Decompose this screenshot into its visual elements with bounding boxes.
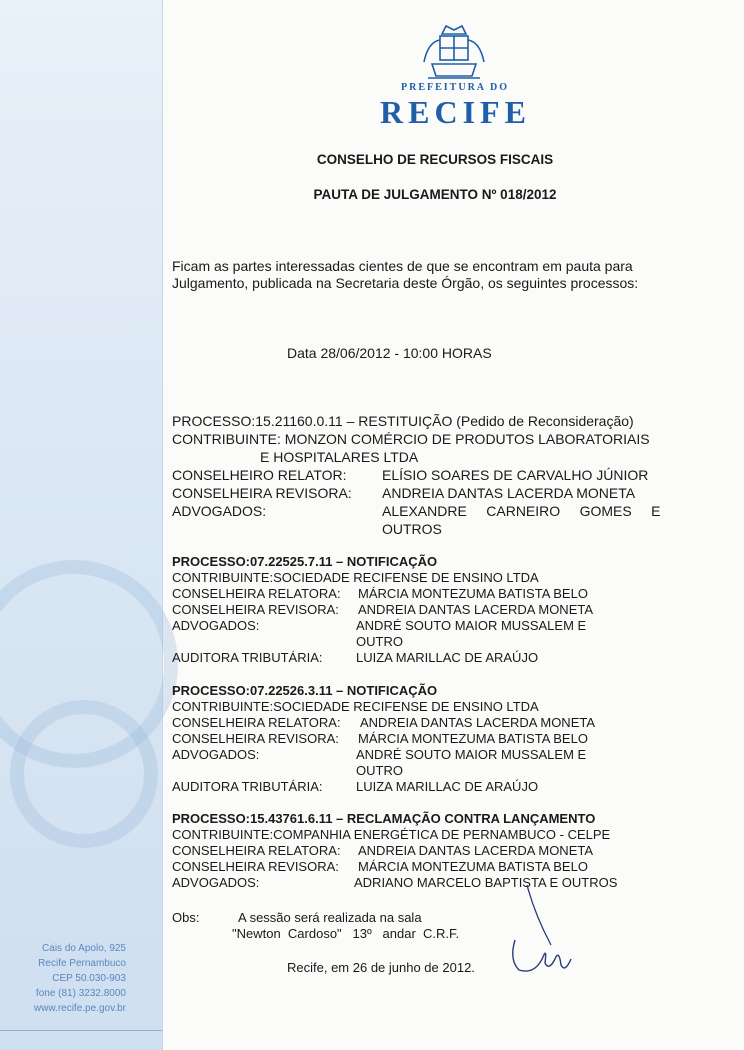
process-number: PROCESSO:07.22526.3.11 – NOTIFICAÇÃO	[172, 683, 438, 698]
rapporteur-name: ANDREIA DANTAS LACERDA MONETA	[360, 715, 596, 730]
obs-line: A sessão será realizada na sala	[238, 910, 422, 925]
closing-date: Recife, em 26 de junho de 2012.	[287, 960, 475, 975]
lawyers-name-cont: OUTRO	[356, 634, 403, 649]
document-subtitle: PAUTA DE JULGAMENTO Nº 018/2012	[313, 187, 557, 202]
rapporteur-name: ELÍSIO SOARES DE CARVALHO JÚNIOR	[382, 467, 649, 483]
auditor-name: LUIZA MARILLAC DE ARAÚJO	[356, 779, 539, 794]
rapporteur-name: MÁRCIA MONTEZUMA BATISTA BELO	[358, 586, 588, 601]
contributor: CONTRIBUINTE:SOCIEDADE RECIFENSE DE ENSINO LTDA	[172, 699, 539, 714]
process-entry	[172, 412, 661, 538]
lawyers-name-cont: OUTRO	[356, 763, 403, 778]
address-line: Recife Pernambuco	[38, 958, 126, 969]
lawyers-name: ALEXANDRE CARNEIRO GOMES E	[382, 503, 661, 519]
reviewer-name: MÁRCIA MONTEZUMA BATISTA BELO	[358, 859, 588, 874]
process-entry	[172, 554, 594, 666]
lawyers-label: ADVOGADOS:	[172, 875, 260, 890]
reviewer-name: ANDREIA DANTAS LACERDA MONETA	[382, 485, 636, 501]
process-number: PROCESSO:15.21160.0.11 – RESTITUIÇÃO (Pedido de Reconsideração)	[172, 413, 634, 429]
session-date: Data 28/06/2012 - 10:00 HORAS	[287, 345, 492, 361]
auditor-name: LUIZA MARILLAC DE ARAÚJO	[356, 650, 539, 665]
process-entry	[172, 811, 618, 891]
rapporteur-name: ANDREIA DANTAS LACERDA MONETA	[358, 843, 594, 858]
address-line: www.recife.pe.gov.br	[33, 1003, 126, 1014]
reviewer-label: CONSELHEIRA REVISORA:	[172, 731, 339, 746]
process-number: PROCESSO:07.22525.7.11 – NOTIFICAÇÃO	[172, 554, 438, 569]
reviewer-label: CONSELHEIRA REVISORA:	[172, 859, 339, 874]
reviewer-label: CONSELHEIRA REVISORA:	[172, 485, 352, 501]
lawyers-label: ADVOGADOS:	[172, 747, 260, 762]
contributor: CONTRIBUINTE: MONZON COMÉRCIO DE PRODUTOS LABORATORIAIS	[172, 431, 650, 447]
footer-divider	[0, 1030, 162, 1031]
reviewer-name: ANDREIA DANTAS LACERDA MONETA	[358, 602, 594, 617]
reviewer-label: CONSELHEIRA REVISORA:	[172, 602, 339, 617]
address-line: fone (81) 3232.8000	[35, 988, 126, 999]
reviewer-name: MÁRCIA MONTEZUMA BATISTA BELO	[358, 731, 588, 746]
rapporteur-label: CONSELHEIRA RELATORA:	[172, 586, 341, 601]
process-number: PROCESSO:15.43761.6.11 – RECLAMAÇÃO CONTRA LANÇAMENTO	[172, 811, 596, 826]
process-entry	[172, 683, 596, 795]
lawyers-name-cont: OUTROS	[382, 521, 442, 537]
obs-label: Obs:	[172, 910, 200, 925]
prefeitura-label: PREFEITURA DO	[401, 82, 509, 93]
watermark-circle	[10, 700, 158, 848]
lawyers-name: ADRIANO MARCELO BAPTISTA E OUTROS	[354, 875, 618, 890]
auditor-label: AUDITORA TRIBUTÁRIA:	[172, 779, 323, 794]
contributor-cont: E HOSPITALARES LTDA	[260, 449, 419, 465]
lawyers-name: ANDRÉ SOUTO MAIOR MUSSALEM E	[356, 618, 587, 633]
lawyers-label: ADVOGADOS:	[172, 503, 267, 519]
rapporteur-label: CONSELHEIRA RELATORA:	[172, 843, 341, 858]
address-line: CEP 50.030-903	[52, 973, 126, 984]
rapporteur-label: CONSELHEIRO RELATOR:	[172, 467, 347, 483]
contributor: CONTRIBUINTE:SOCIEDADE RECIFENSE DE ENSINO LTDA	[172, 570, 539, 585]
lawyers-name: ANDRÉ SOUTO MAIOR MUSSALEM E	[356, 747, 587, 762]
address-block	[0, 941, 126, 1016]
rapporteur-label: CONSELHEIRA RELATORA:	[172, 715, 341, 730]
intro-line: Julgamento, publicada na Secretaria deste Órgão, os seguintes processos:	[172, 275, 639, 291]
handwritten-signature-icon	[505, 885, 595, 980]
lawyers-label: ADVOGADOS:	[172, 618, 260, 633]
sidebar-background	[0, 0, 163, 1050]
city-coat-of-arms-icon	[418, 22, 490, 82]
document-title: CONSELHO DE RECURSOS FISCAIS	[316, 152, 554, 167]
auditor-label: AUDITORA TRIBUTÁRIA:	[172, 650, 323, 665]
city-name: RECIFE	[380, 94, 531, 130]
contributor: CONTRIBUINTE:COMPANHIA ENERGÉTICA DE PERNAMBUCO - CELPE	[172, 827, 611, 842]
intro-line: Ficam as partes interessadas cientes de que se encontram em pauta para	[172, 258, 633, 274]
obs-line: "Newton Cardoso" 13º andar C.R.F.	[232, 926, 460, 941]
address-line: Cais do Apolo, 925	[42, 943, 126, 954]
